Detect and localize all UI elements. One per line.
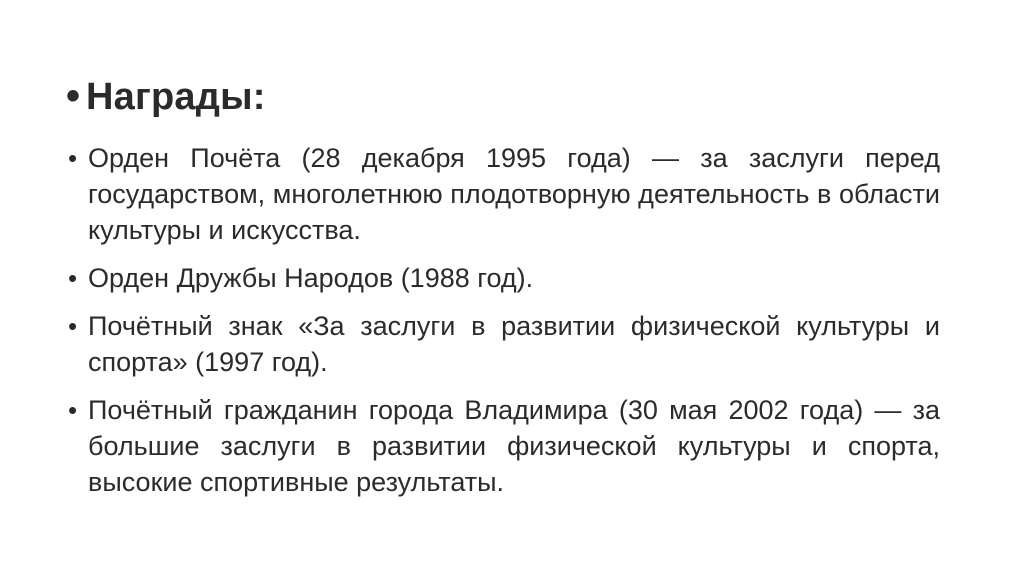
list-item-text: Орден Дружбы Народов (1988 год).	[88, 263, 534, 293]
list-item	[68, 308, 940, 380]
bullet-icon: •	[68, 263, 78, 293]
slide-title	[66, 74, 266, 119]
list-item-text: Почётный знак «За заслуги в развитии физической культуры и спорта» (1997 год).	[88, 311, 940, 377]
list-item	[68, 392, 940, 500]
bullet-icon: •	[68, 311, 78, 341]
title-bullet-icon: •	[66, 74, 81, 118]
title-text: Награды:	[86, 76, 266, 118]
bullet-icon: •	[68, 143, 78, 173]
awards-list	[68, 140, 940, 512]
bullet-icon: •	[68, 395, 78, 425]
list-item	[68, 140, 940, 248]
list-item-text: Орден Почёта (28 декабря 1995 года) — за заслуги перед государством, многолетнюю плодотворную деятельность в области культуры и искусства.	[88, 143, 940, 245]
list-item	[68, 260, 940, 296]
list-item-text: Почётный гражданин города Владимира (30 мая 2002 года) — за большие заслуги в развитии физической культуры и спорта, высокие спортивные результаты.	[88, 395, 940, 497]
